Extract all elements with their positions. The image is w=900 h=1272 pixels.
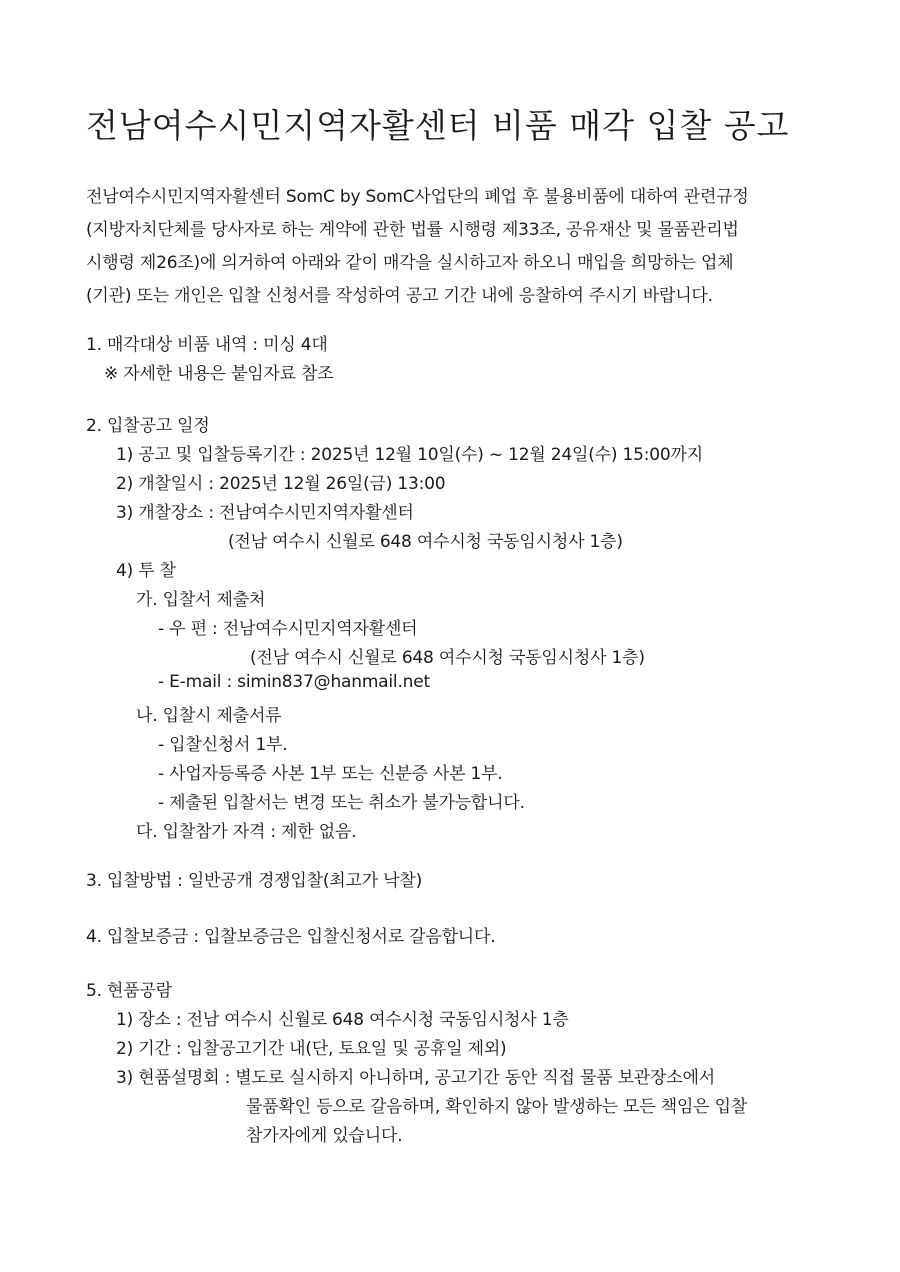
- viewing-item: 3) 현품설명회 : 별도로 실시하지 아니하며, 공고기간 동안 직접 물품 보관장소에서: [116, 1068, 715, 1088]
- viewing-item: 2) 기간 : 입찰공고기간 내(단, 토요일 및 공휴일 제외): [116, 1039, 507, 1059]
- intro-line: (기관) 또는 개인은 입찰 신청서를 작성하여 공고 기간 내에 응찰하여 주시기 바랍니다.: [86, 286, 713, 306]
- section5-heading: 5. 현품공람: [86, 981, 172, 1001]
- list-item: - 제출된 입찰서는 변경 또는 취소가 불가능합니다.: [158, 793, 525, 813]
- section2-heading: 2. 입찰공고 일정: [86, 416, 210, 436]
- schedule-item: 3) 개찰장소 : 전남여수시민지역자활센터: [116, 503, 414, 523]
- email-item: - E-mail : simin837@hanmail.net: [158, 672, 430, 692]
- section1-heading: 1. 매각대상 비품 내역 : 미싱 4대: [86, 335, 328, 355]
- post-address: (전남 여수시 신월로 648 여수시청 국동임시청사 1층): [250, 648, 645, 668]
- section3-heading: 3. 입찰방법 : 일반공개 경쟁입찰(최고가 낙찰): [86, 871, 423, 891]
- viewing-item-cont: 물품확인 등으로 갈음하며, 확인하지 않아 발생하는 모든 책임은 입찰: [246, 1097, 748, 1117]
- schedule-item: 1) 공고 및 입찰등록기간 : 2025년 12월 10일(수) ~ 12월 24일(수) 15:00까지: [116, 445, 703, 465]
- intro-line: 전남여수시민지역자활센터 SomC by SomC사업단의 폐업 후 불용비품에 대하여 관련규정: [86, 187, 749, 207]
- section1-note: ※ 자세한 내용은 붙임자료 참조: [104, 364, 334, 384]
- schedule-item: 4) 투 찰: [116, 561, 176, 581]
- sub-heading: 가. 입찰서 제출처: [136, 590, 266, 610]
- sub-heading: 나. 입찰시 제출서류: [136, 706, 282, 726]
- page-title: 전남여수시민지역자활센터 비품 매각 입찰 공고: [86, 106, 790, 145]
- intro-line: (지방자치단체를 당사자로 하는 계약에 관한 법률 시행령 제33조, 공유재산 및 물품관리법: [86, 220, 739, 240]
- viewing-item: 1) 장소 : 전남 여수시 신월로 648 여수시청 국동임시청사 1층: [116, 1010, 569, 1030]
- schedule-item: 2) 개찰일시 : 2025년 12월 26일(금) 13:00: [116, 474, 446, 494]
- intro-line: 시행령 제26조)에 의거하여 아래와 같이 매각을 실시하고자 하오니 매입을 희망하는 업체: [86, 253, 734, 273]
- list-item: - 입찰신청서 1부.: [158, 735, 288, 755]
- schedule-address: (전남 여수시 신월로 648 여수시청 국동임시청사 1층): [228, 532, 623, 552]
- section4-heading: 4. 입찰보증금 : 입찰보증금은 입찰신청서로 갈음합니다.: [86, 927, 496, 947]
- viewing-item-cont: 참가자에게 있습니다.: [246, 1126, 403, 1146]
- list-item: - 사업자등록증 사본 1부 또는 신분증 사본 1부.: [158, 764, 503, 784]
- list-item: - 우 편 : 전남여수시민지역자활센터: [158, 619, 418, 639]
- sub-heading: 다. 입찰참가 자격 : 제한 없음.: [136, 822, 357, 842]
